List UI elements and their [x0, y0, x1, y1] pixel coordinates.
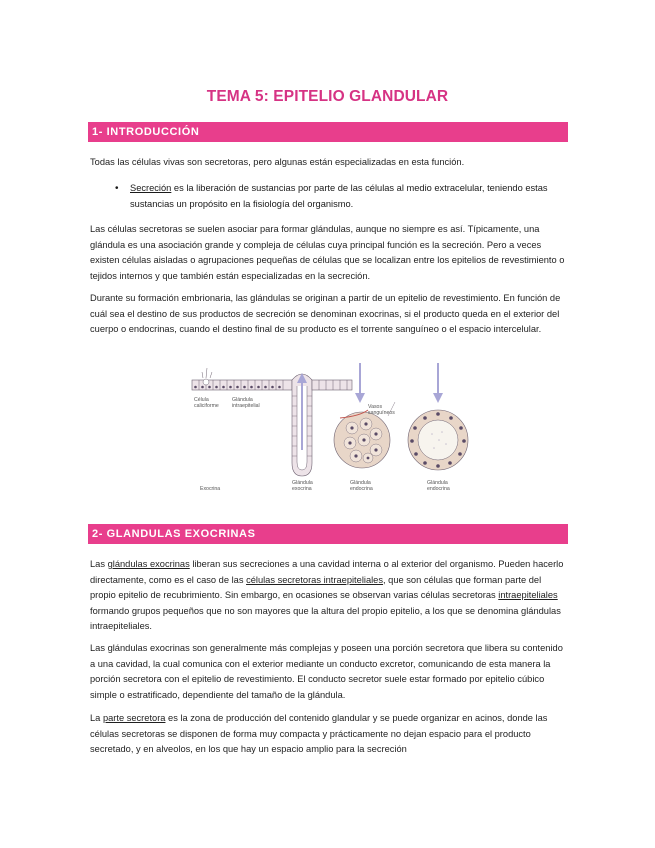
label-celula: Célula	[194, 397, 209, 403]
text-run: es la zona de producción del contenido glandular y se puede organizar en acinos, donde las células secretoras se disponen de forma muy compacta y prácticamente no dejan espacio para el producto secretado, y en alveolos, en los que hay un espacio amplio para la secreción	[90, 713, 548, 755]
label-endocrina-2: endocrina	[427, 486, 450, 492]
label-sanguineos: sanguíneos	[368, 410, 395, 416]
page-title: TEMA 5: EPITELIO GLANDULAR	[206, 88, 449, 105]
text-run: , que son células que forman parte del propio epitelio de recubrimiento. Sin embargo, en ocasiones se observan varias células secretoras	[90, 574, 542, 601]
label-caliciforme: caliciforme	[194, 403, 219, 409]
exo-paragraph-2: Las glándulas exocrinas son generalmente más complejas y poseen una porción secretora que libera su contenido a una cavidad, la cual comunica con el exterior mediante un conducto excretor, comunicando de esta manera la porción secretora con el epitelio de revestimiento. El conducto secretor suele estar formado por epitelio cúbico simple o estratificado, dependiente del tamaño de la glándula.	[90, 643, 563, 700]
exo-paragraph-1	[90, 557, 566, 635]
label-glandula-endocrina-2: Glándula	[427, 480, 448, 486]
term-glandulas-exocrinas: glándulas exocrinas	[107, 559, 190, 569]
bullet-icon: •	[115, 183, 119, 194]
intro-paragraph-1: Todas las células vivas son secretoras, pero algunas están especializadas en esta función.	[90, 157, 465, 167]
endocrine-gland-follicle	[408, 363, 468, 470]
intro-paragraph-3: Durante su formación embrionaria, las glándulas se originan a partir de un epitelio de revestimiento. En función de cuál sea el destino de sus productos de secreción se denominan exocrinas, si el producto queda en el exterior del cuerpo o endocrinas, cuando el destino final de su producto es el torrente sanguíneo o el espacio intercelular.	[90, 293, 561, 335]
section-heading-glandulas-exocrinas: 2- GLANDULAS EXOCRINAS	[88, 524, 568, 544]
term-celulas-secretoras: células secretoras intraepiteliales	[246, 574, 384, 585]
label-vasos: Vasos	[368, 404, 383, 410]
label-exocrina: Exocrina	[200, 486, 221, 492]
term-intraepiteliales: intraepiteliales	[498, 590, 558, 601]
intro-paragraph-2: Las células secretoras se suelen asociar para formar glándulas, aunque no siempre es así. Típicamente, una glándula es una asociación grande y compleja de células cuya principal función es la secreción. Pero a veces existen células aisladas o agrupaciones pequeñas de células que se localizan entre los epitelios de revestimiento o tejidos internos y que también están especializadas en la secreción.	[90, 224, 565, 281]
term-secrecion: Secreción	[130, 183, 172, 193]
exo-paragraph-3	[90, 711, 566, 758]
label-glandula-endocrina-1: Glándula	[350, 480, 371, 486]
surface-epithelium	[192, 368, 292, 390]
text-run: liberan sus secreciones a una cavidad interna o al exterior del organismo. Pueden hacerlo directamente, como es el caso de las	[90, 559, 564, 585]
exocrine-gland-duct	[292, 374, 312, 476]
text-run: formando grupos pequeños que no son mayores que la altura del propio epitelio, a los que se denomina glándulas intraepiteliales.	[90, 605, 561, 632]
bullet-text: es la liberación de sustancias por parte de las células al medio extracelular, teniendo estas sustancias un propósito en la fisiología del organismo.	[130, 183, 548, 209]
text-run: Las	[90, 559, 108, 569]
glandular-epithelium-figure	[190, 358, 480, 506]
label-intraepitelial: intraepitelial	[232, 403, 260, 409]
label-exocrina-2: exocrina	[292, 486, 312, 492]
intro-bullet-secrecion	[130, 181, 560, 212]
text-run: La	[90, 713, 103, 723]
label-endocrina-1: endocrina	[350, 486, 373, 492]
label-glandula-exocrina: Glándula	[292, 480, 313, 486]
label-glandula-intra: Glándula	[232, 397, 253, 403]
section-heading-introduccion: 1- INTRODUCCIÓN	[88, 122, 568, 142]
term-parte-secretora: parte secretora	[102, 713, 166, 723]
surface-epithelium-right	[312, 380, 352, 390]
